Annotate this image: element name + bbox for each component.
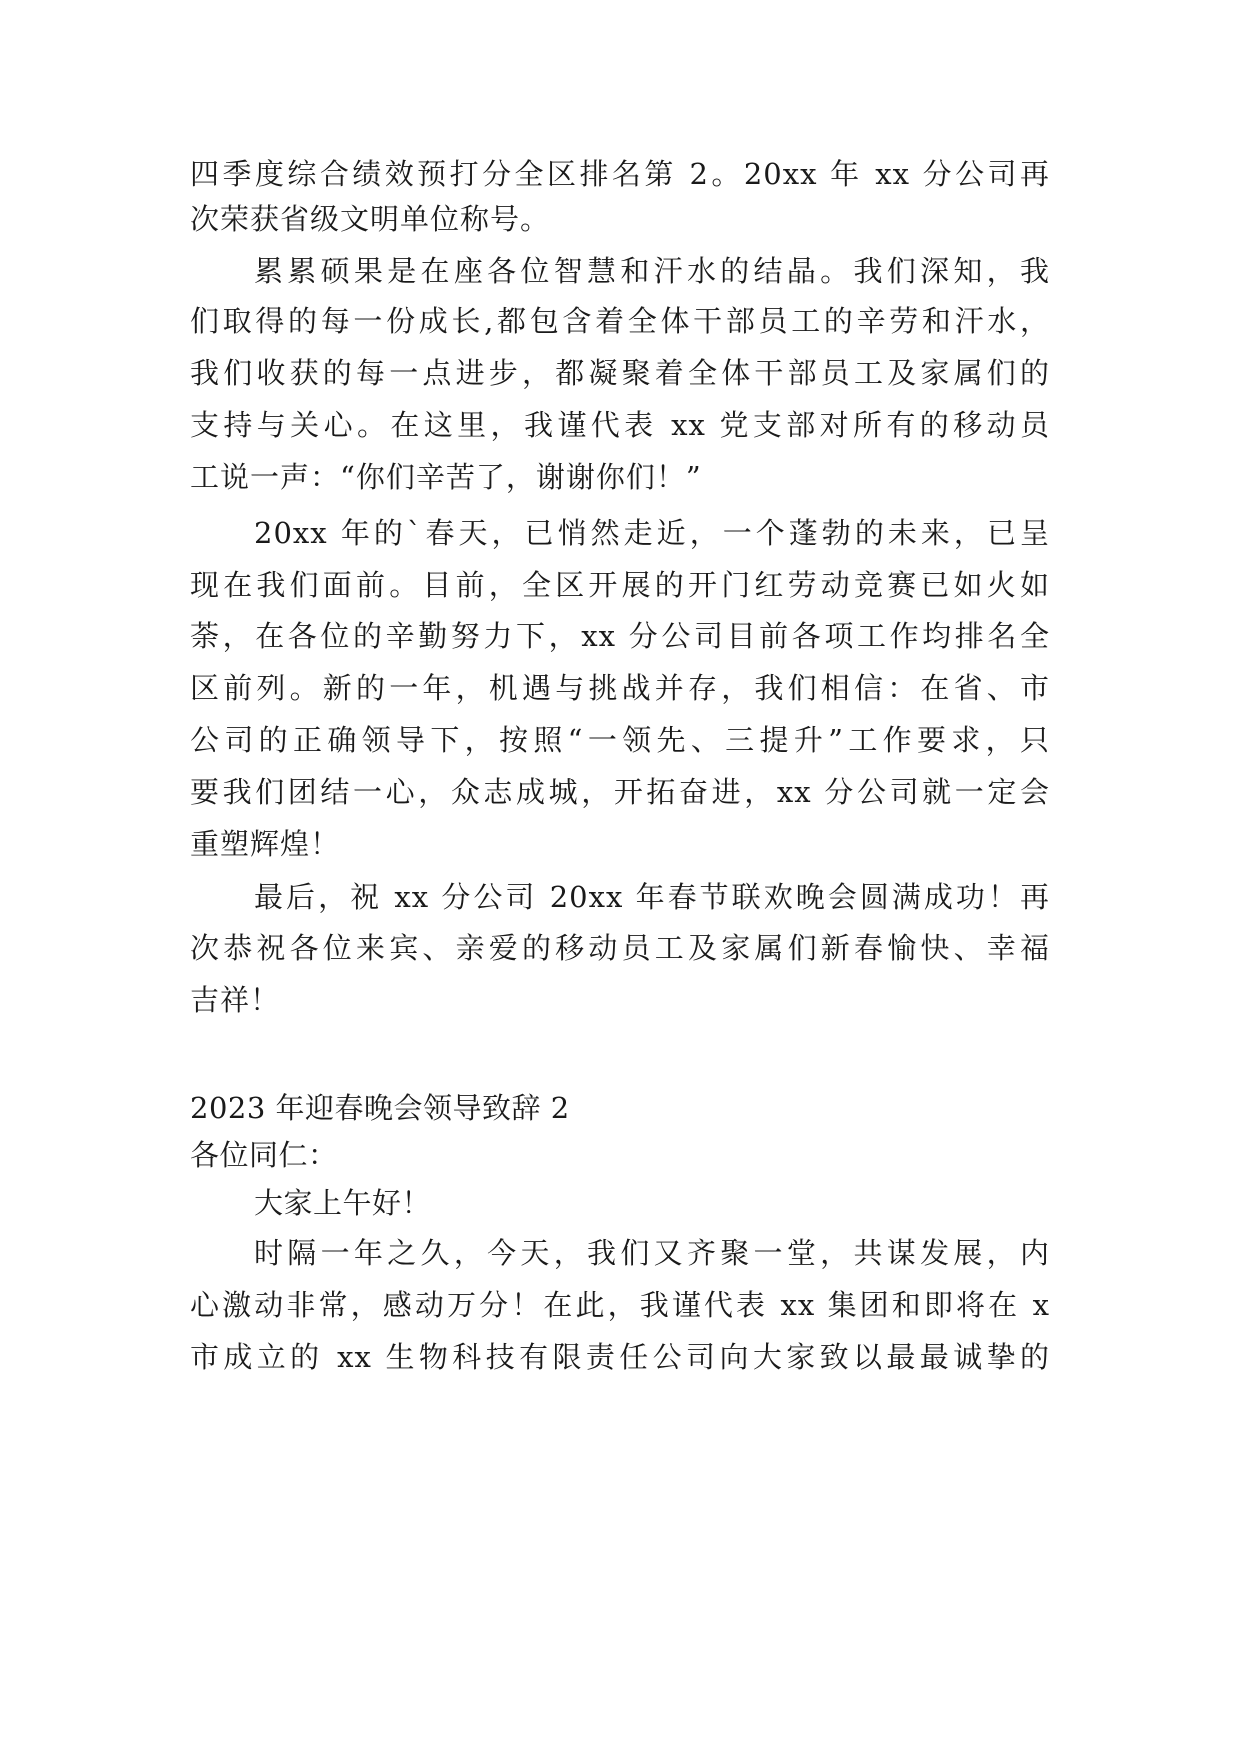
- paragraph-line: 心激动非常，感动万分！在此，我谨代表 xx 集团和即将在 x: [190, 1288, 1050, 1322]
- section-title: 2023 年迎春晚会领导致辞 2: [190, 1091, 570, 1125]
- paragraph-line: 时隔一年之久，今天，我们又齐聚一堂，共谋发展，内: [254, 1236, 1050, 1270]
- paragraph-line: 最后，祝 xx 分公司 20xx 年春节联欢晚会圆满成功！再: [254, 880, 1050, 914]
- paragraph-line: 们取得的每一份成长,都包含着全体干部员工的辛劳和汗水，: [190, 304, 1050, 338]
- paragraph-line: 现在我们面前。目前，全区开展的开门红劳动竞赛已如火如: [190, 568, 1050, 602]
- paragraph-line: 要我们团结一心，众志成城，开拓奋进，xx 分公司就一定会: [190, 775, 1050, 809]
- paragraph-line: 重塑辉煌！: [190, 827, 341, 861]
- paragraph-line: 工说一声：“你们辛苦了，谢谢你们！”: [190, 460, 702, 494]
- salutation: 各位同仁：: [190, 1138, 338, 1172]
- paragraph-line: 市成立的 xx 生物科技有限责任公司向大家致以最最诚挚的: [190, 1340, 1050, 1374]
- paragraph-line: 次恭祝各位来宾、亲爱的移动员工及家属们新春愉快、幸福: [190, 931, 1050, 965]
- paragraph-line: 累累硕果是在座各位智慧和汗水的结晶。我们深知，我: [254, 254, 1050, 288]
- paragraph-line: 20xx 年的`春天，已悄然走近，一个蓬勃的未来，已呈: [254, 516, 1050, 550]
- greeting: 大家上午好！: [254, 1186, 432, 1220]
- paragraph-line: 公司的正确领导下，按照“一领先、三提升”工作要求，只: [190, 723, 1050, 757]
- paragraph-line: 次荣获省级文明单位称号。: [190, 202, 551, 236]
- paragraph-line: 区前列。新的一年，机遇与挑战并存，我们相信：在省、市: [190, 671, 1050, 705]
- paragraph-line: 我们收获的每一点进步，都凝聚着全体干部员工及家属们的: [190, 356, 1050, 390]
- paragraph-line: 吉祥！: [190, 983, 281, 1017]
- paragraph-line: 荼，在各位的辛勤努力下，xx 分公司目前各项工作均排名全: [190, 619, 1050, 653]
- paragraph-line: 支持与关心。在这里，我谨代表 xx 党支部对所有的移动员: [190, 408, 1050, 442]
- paragraph-line: 四季度综合绩效预打分全区排名第 2。20xx 年 xx 分公司再: [190, 157, 1050, 191]
